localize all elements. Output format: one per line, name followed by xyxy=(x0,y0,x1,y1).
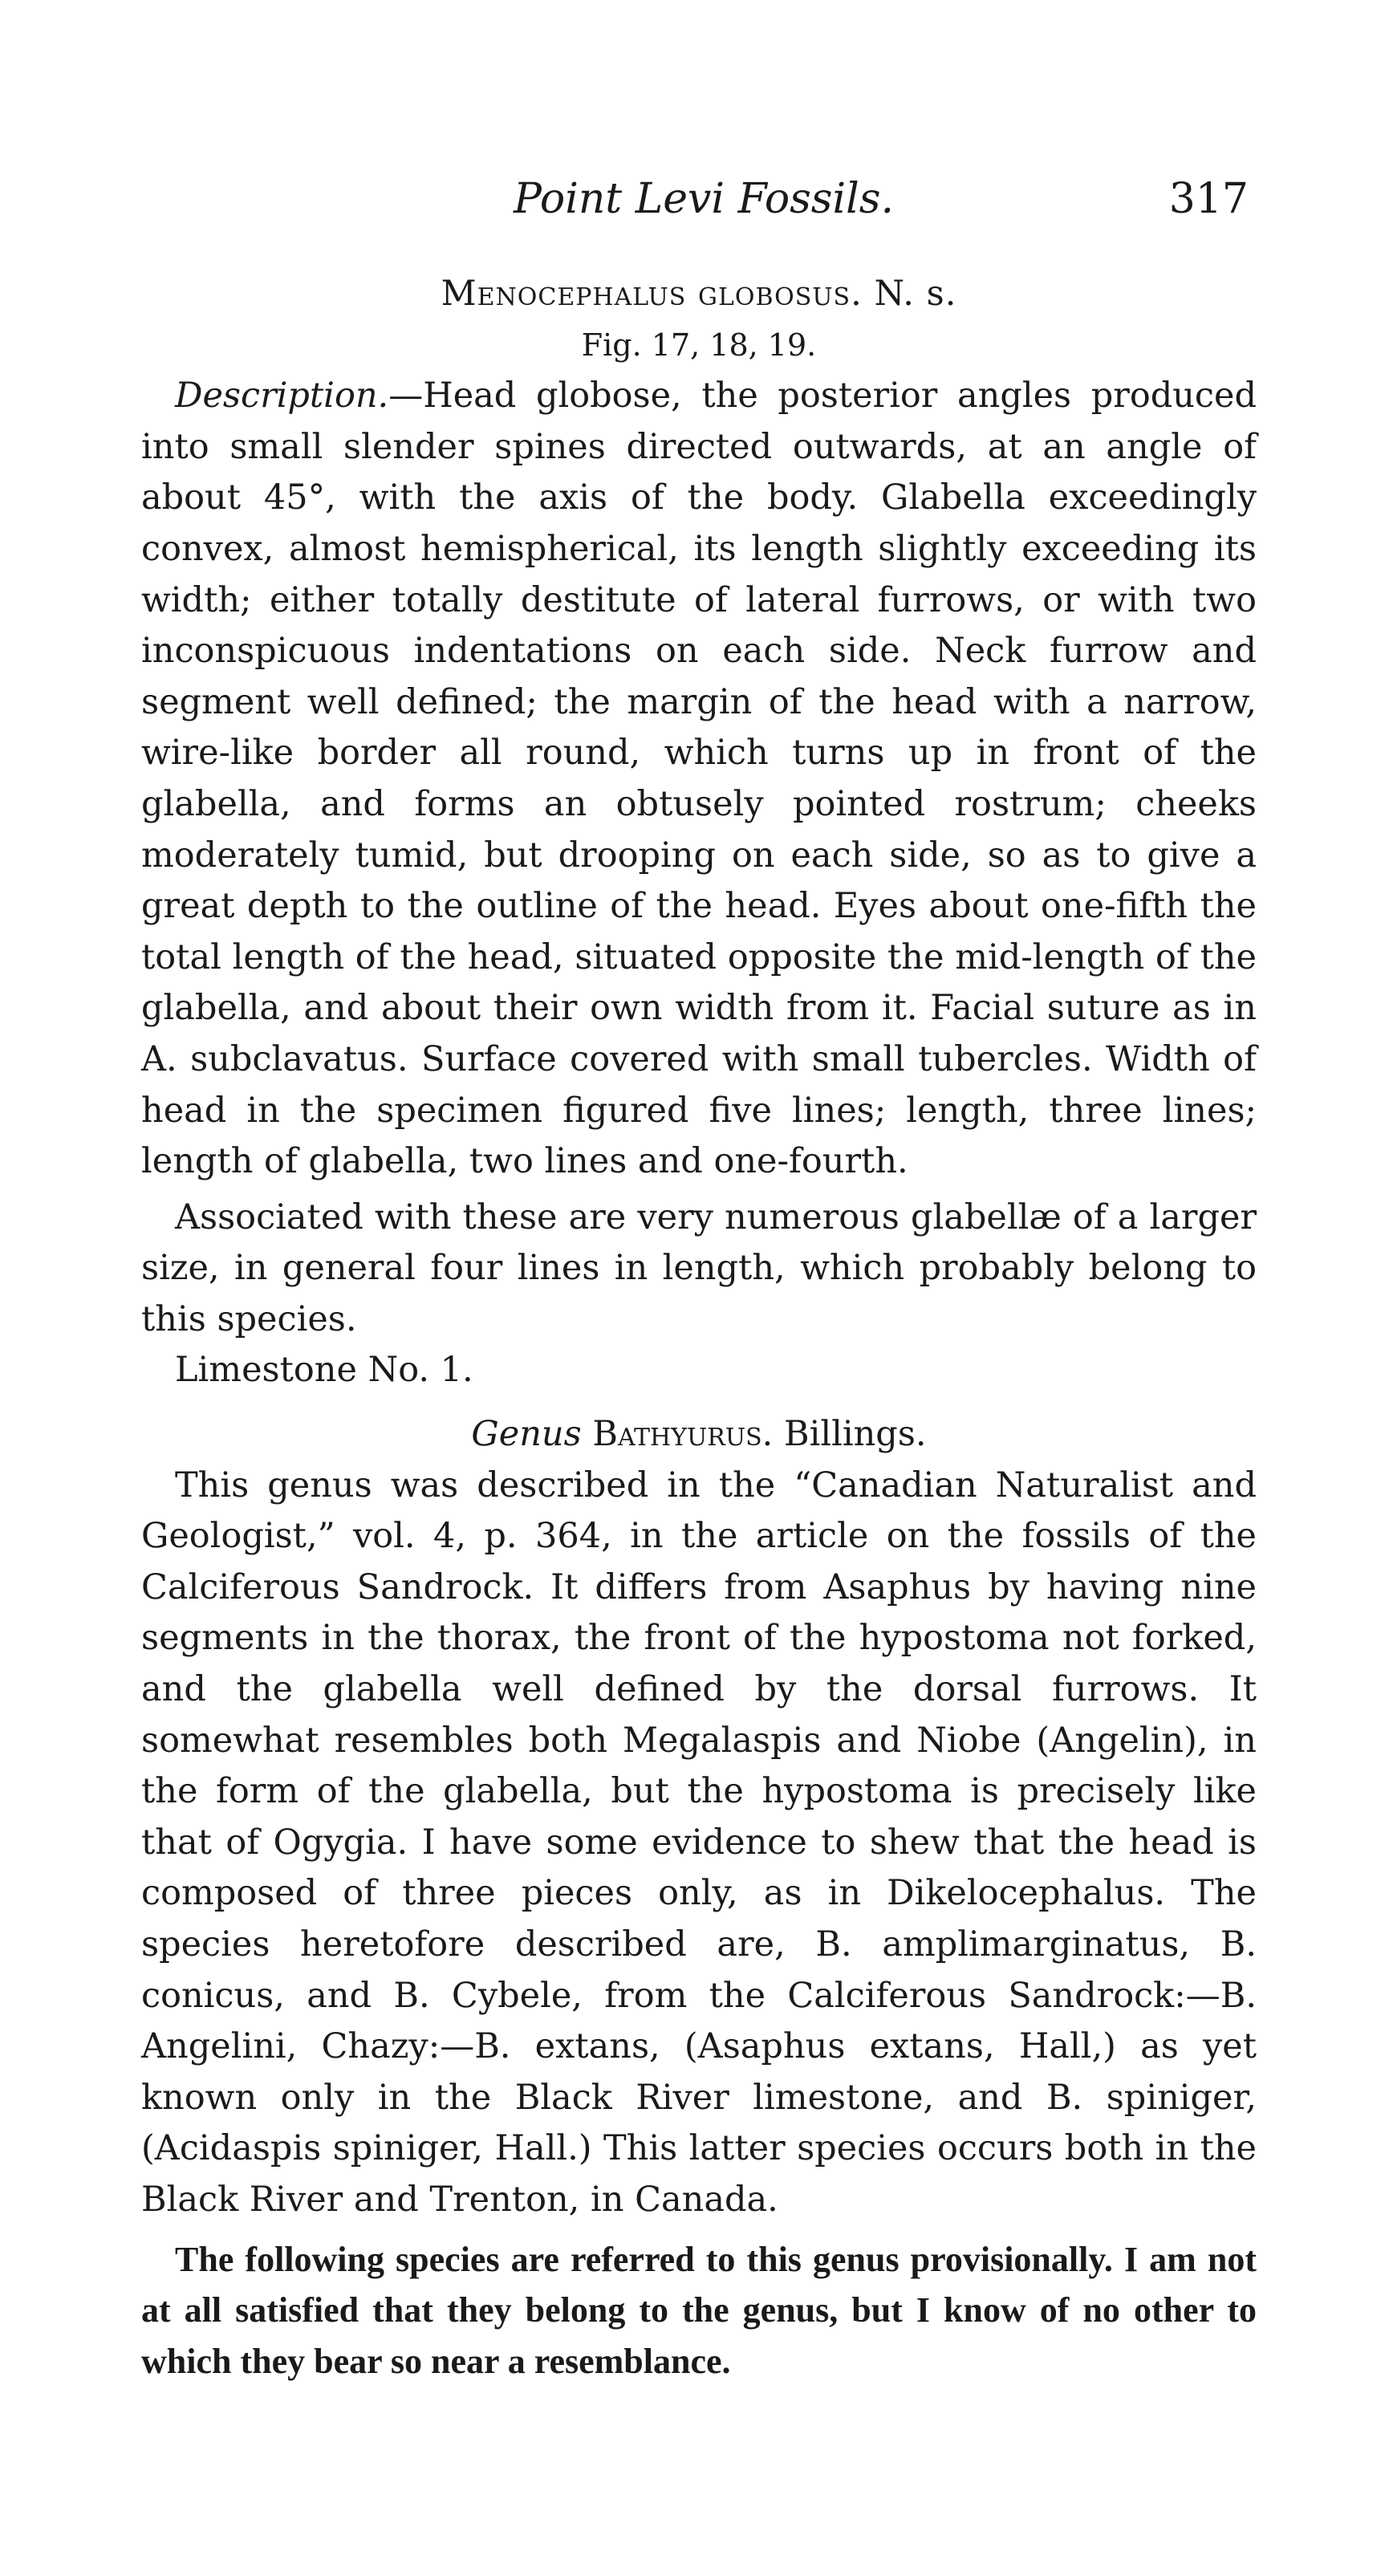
description-label: Description. xyxy=(175,376,389,416)
genus-name: Bathyurus. xyxy=(592,1414,774,1455)
species-name: Menocephalus globosus. xyxy=(441,274,863,314)
page-header xyxy=(0,175,1397,231)
closing-paragraph: The following species are referred to this genus provisionally. I am not at all satisfied that they belong to the genus, but I know of no other to which they bear so near a resemblance. xyxy=(141,2239,1257,2381)
genus-paragraph: This genus was described in the “Canadian Naturalist and Geologist,” vol. 4, p. 364, in the article on the fossils of the Calciferous Sandrock. It differs from Asaphus by having nine segments in the thorax, the front of the hypostoma not forked, and the glabella well defined by the dorsal furrows. It somewhat resembles both Megalaspis and Niobe (Angelin), in the form of the glabella, but the hypostoma is precisely like that of Ogygia. I have some evidence to shew that the head is composed of three pieces only, as in Dikelocephalus. The species heretofore described are, B. amplimarginatus, B. conicus, and B. Cybele, from the Calciferous Sandrock:—B. Angelini, Chazy:—B. extans, (Asaphus extans, Hall,) as yet known only in the Black River limestone, and B. spiniger, (Acidaspis spiniger, Hall.) This latter species occurs both in the Black River and Trenton, in Canada. xyxy=(141,1465,1257,2220)
page-body xyxy=(141,269,1257,2387)
running-title: Point Levi Fossils. xyxy=(514,175,894,223)
description-text: —Head globose, the posterior angles produced into small slender spines directed outwards, at an angle of about 45°, with the axis of the body. Glabella exceedingly convex, almost hemispherical, its length slightly exceeding its width; either totally destitute of lateral furrows, or with two inconspicuous indentations on each side. Neck furrow and segment well defined; the margin of the head with a narrow, wire-like border all round, which turns up in front of the glabella, and forms an obtusely pointed rostrum; cheeks moderately tumid, but drooping on each side, so as to give a great depth to the outline of the head. Eyes about one-fifth the total length of the head, situated opposite the mid-length of the glabella, and about their own width from it. Facial suture as in A. subclavatus. Surface covered with small tubercles. Width of head in the specimen figured five lines; length, three lines; length of glabella, two lines and one-fourth. xyxy=(141,376,1257,1182)
species-status: N. s. xyxy=(874,274,957,314)
genus-author: Billings. xyxy=(784,1414,927,1455)
associated-paragraph: Associated with these are very numerous glabellæ of a larger size, in general four lines in length, which probably belong to this species. xyxy=(141,1197,1257,1339)
genus-word: Genus xyxy=(471,1414,582,1455)
species-heading xyxy=(141,269,1257,320)
genus-heading xyxy=(141,1409,1257,1461)
page-number: 317 xyxy=(1168,175,1249,223)
description-paragraph xyxy=(141,371,1257,1188)
locality-line: Limestone No. 1. xyxy=(175,1350,473,1391)
figure-reference: Fig. 17, 18, 19. xyxy=(581,327,817,363)
